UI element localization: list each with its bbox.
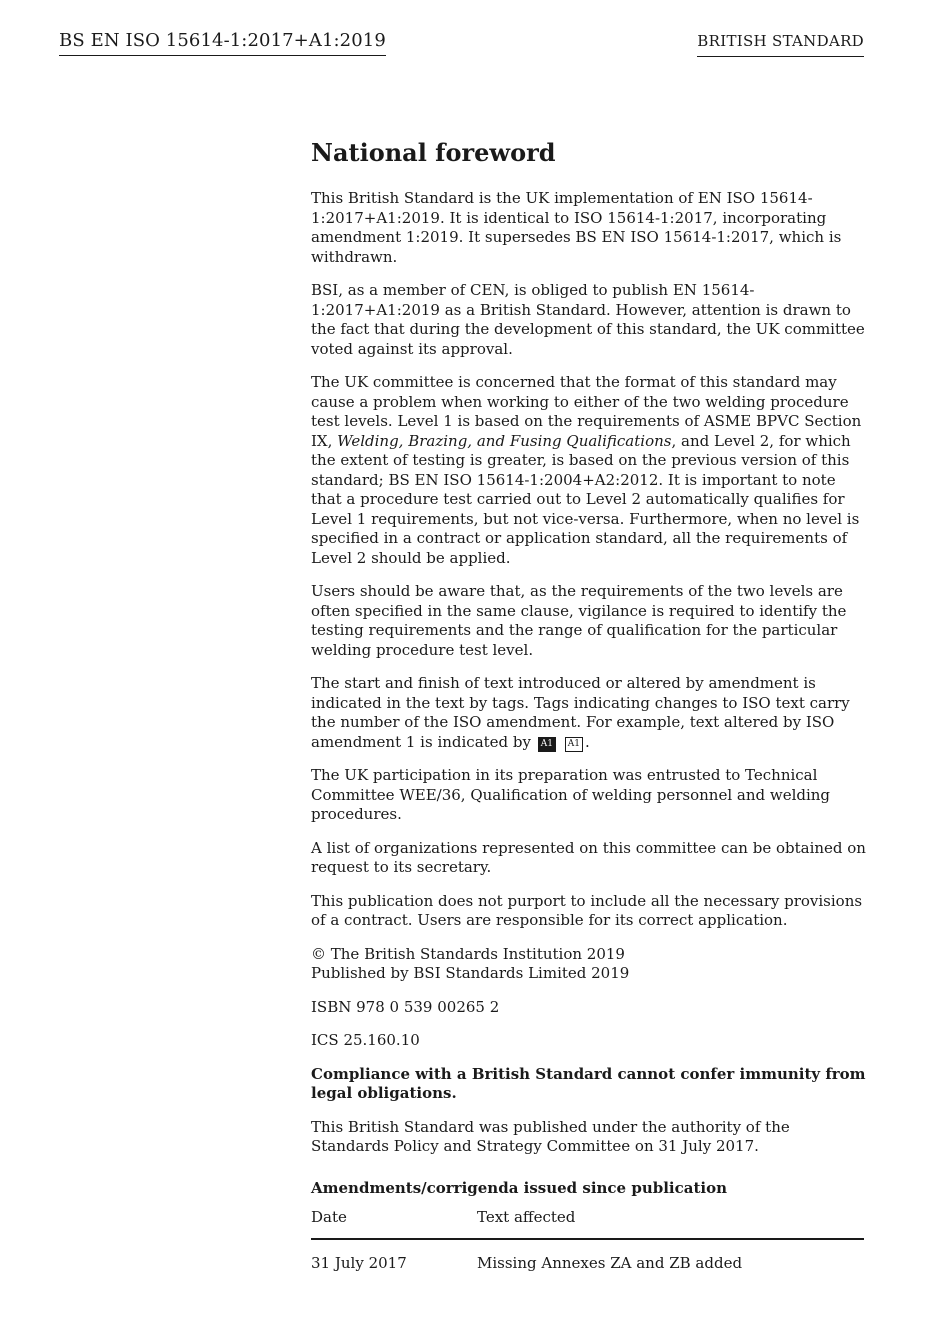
main-content [311,138,867,1273]
amendment-open-tag-icon: A1 [538,737,556,752]
page-title: National foreword [311,138,556,167]
paragraph-amendment-tags [311,674,867,752]
paragraph-vigilance: Users should be aware that, as the requirements of the two levels are often specified in the same clause, vigilance is required to identify the testing requirements and the range of qualification for the particular welding procedure test level. [311,582,847,659]
paragraph-uk-participation: The UK participation in its preparation was entrusted to Technical Committee WEE/36, Qualification of welding personnel and welding procedures. [311,766,831,823]
amendments-header-row [311,1208,864,1239]
amendment-tags-text: The start and finish of text introduced or altered by amendment is indicated in the text by tags. Tags indicating changes to ISO text carry the number of the ISO amendment. For example, text altered by ISO amendment 1 is indicated by [311,674,850,751]
paragraph-authority: This British Standard was published under the authority of the Standards Policy and Strategy Committee on 31 July 2017. [311,1117,790,1155]
header-document-number: BS EN ISO 15614-1:2017+A1:2019 [59,30,386,56]
header-series-label: BRITISH STANDARD [697,32,864,57]
paragraph-test-levels [311,373,867,568]
test-levels-text-end: , and Level 2, for which the extent of testing is greater, is based on the previous version of this standard; BS EN ISO 15614-1:2004+A2:2012. It is important to note that a procedure test carried out to Level 2 automatically qualifies for Level 1 requirements, but not vice-versa. Furthermore, when no level is specified in a contract or application standard, all the requirements of Level 2 should be applied. [311,431,860,567]
paragraph-compliance: Compliance with a British Standard cannot confer immunity from legal obligations. [311,1064,866,1102]
column-header-date: Date [311,1208,477,1239]
table-row [311,1239,864,1274]
amendments-table [311,1208,864,1273]
paragraph-committee-vote: BSI, as a member of CEN, is obliged to publish EN 15614-1:2017+A1:2019 as a British Standard. However, attention is drawn to the fact that during the development of this standard, the UK committee voted against its approval. [311,281,865,358]
ics: ICS 25.160.10 [311,1031,420,1049]
test-levels-text-start: The UK committee is concerned that the format of this standard may cause a problem when working to either of the two welding procedure test levels. Level 1 is based on the requirements of ASME BPVC Section IX, [311,373,862,450]
amendment-text-affected: Missing Annexes ZA and ZB added [477,1253,743,1272]
isbn: ISBN 978 0 539 00265 2 [311,997,500,1016]
paragraph-implementation: This British Standard is the UK implementation of EN ISO 15614-1:2017+A1:2019. It is identical to ISO 15614-1:2017, incorporating amendment 1:2019. It supersedes BS EN ISO 15614-1:2017, which is withdrawn. [311,189,842,266]
paragraph-provisions: This publication does not purport to include all the necessary provisions of a contract. Users are responsible for its correct application. [311,891,863,929]
copyright-line: © The British Standards Institution 2019 [311,944,625,963]
amendment-tags-end: . [585,732,590,751]
amendments-heading: Amendments/corrigenda issued since publication [311,1178,727,1197]
asme-title: Welding, Brazing, and Fusing Qualifications [337,431,672,450]
column-header-text-affected: Text affected [477,1208,864,1239]
paragraph-organizations: A list of organizations represented on this committee can be obtained on request to its secretary. [311,838,866,876]
amendment-close-tag-icon: A1 [565,737,583,752]
amendment-date: 31 July 2017 [311,1253,407,1272]
paragraph-copyright [311,945,867,984]
published-line: Published by BSI Standards Limited 2019 [311,964,630,982]
